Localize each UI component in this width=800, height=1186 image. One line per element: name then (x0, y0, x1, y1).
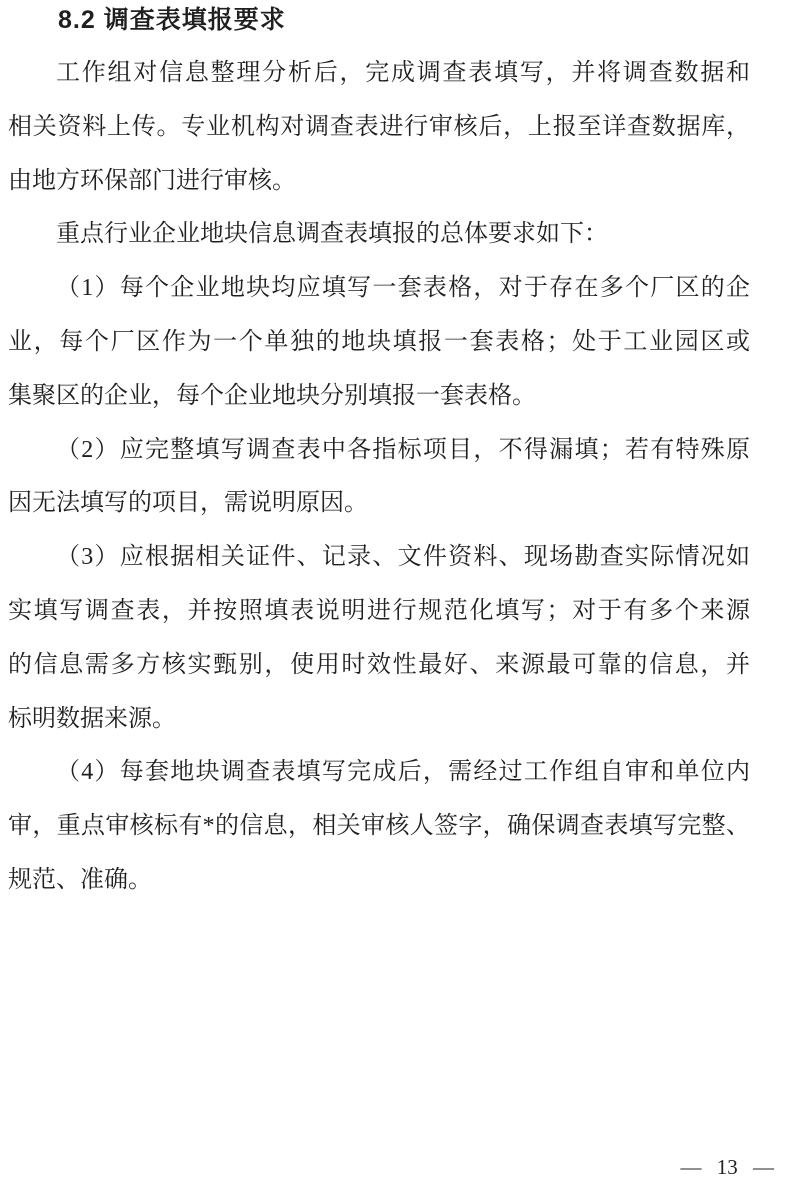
text-line: （3）应根据相关证件、记录、文件资料、现场勘查实际情况如 (56, 544, 750, 571)
text-line: 集聚区的企业，每个企业地块分别填报一套表格。 (8, 382, 536, 409)
text-line: 的信息需多方核实甄别，使用时效性最好、来源最可靠的信息，并 (8, 651, 750, 678)
text-line: 重点行业企业地块信息调查表填报的总体要求如下： (56, 221, 608, 248)
text-line: 相关资料上传。专业机构对调查表进行审核后，上报至详查数据库， (8, 113, 750, 140)
text-line: （1）每个企业地块均应填写一套表格，对于存在多个厂区的企 (56, 275, 750, 302)
text-line: 标明数据来源。 (8, 705, 176, 732)
paragraph-intro (8, 47, 750, 208)
text-line: 审，重点审核标有*的信息，相关审核人签字，确保调查表填写完整、 (8, 813, 750, 840)
text-line: 工作组对信息整理分析后，完成调查表填写，并将调查数据和 (56, 60, 750, 86)
paragraph-item-1 (8, 262, 750, 423)
document-content (8, 0, 750, 908)
paragraph-overview (8, 208, 750, 262)
paragraph-item-2 (8, 424, 750, 532)
section-heading: 8.2 调查表填报要求 (58, 6, 286, 34)
text-line: 规范、准确。 (8, 866, 152, 893)
text-line: （4）每套地块调查表填写完成后，需经过工作组自审和单位内 (56, 759, 750, 786)
page-number: — 13 — (680, 1155, 774, 1179)
text-line: 业，每个厂区作为一个单独的地块填报一套表格；处于工业园区或 (8, 328, 750, 355)
text-line: 实填写调查表，并按照填表说明进行规范化填写；对于有多个来源 (8, 597, 750, 624)
paragraph-item-4 (8, 746, 750, 907)
paragraph-item-3 (8, 531, 750, 746)
text-line: 因无法填写的项目，需说明原因。 (8, 490, 368, 517)
text-line: 由地方环保部门进行审核。 (8, 167, 296, 194)
text-line: （2）应完整填写调查表中各指标项目，不得漏填；若有特殊原 (56, 436, 750, 463)
